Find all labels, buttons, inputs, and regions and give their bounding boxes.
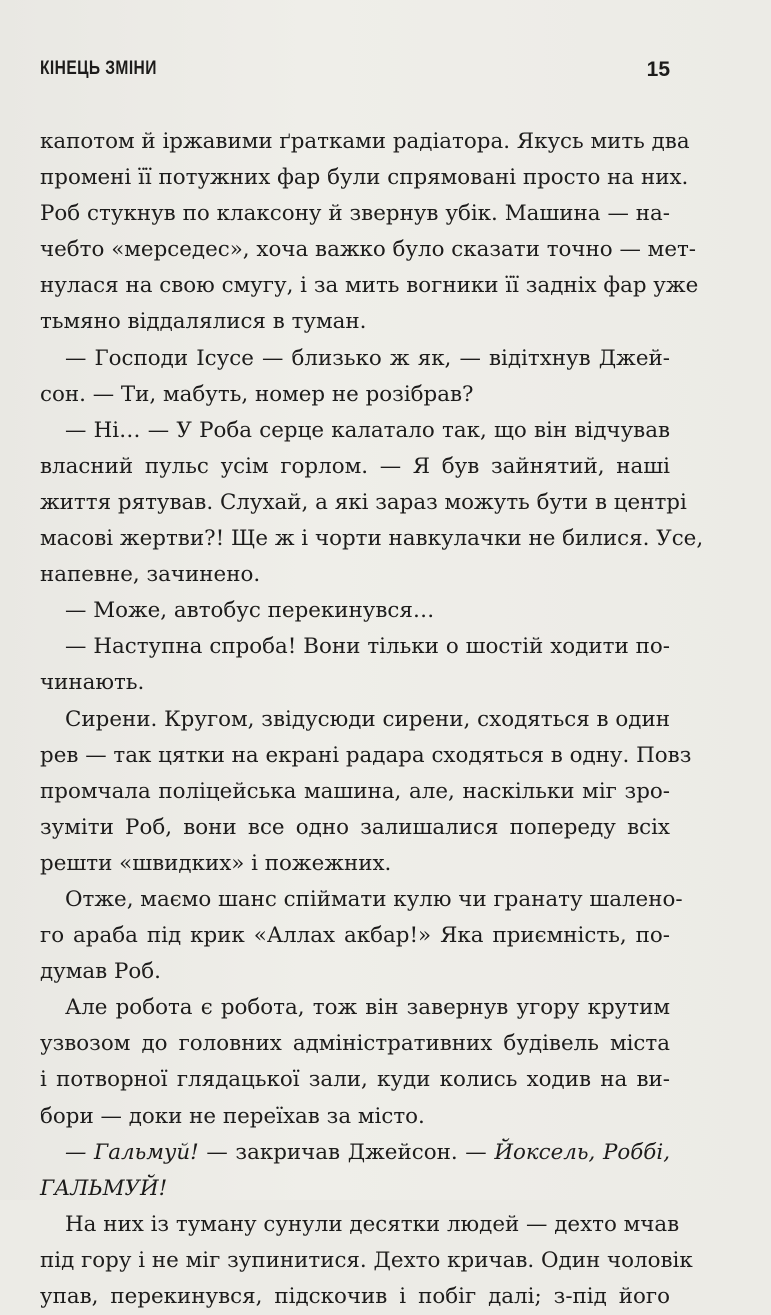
text-line: Отже, маємо шанс спіймати кулю чи гранату шалено- [65, 886, 683, 912]
text-line: під гору і не міг зупинитися. Дехто кричав. Один чоловік [40, 1247, 693, 1273]
text-line: чебто «мерседес», хоча важко було сказати точно — мет- [40, 237, 697, 263]
text-line: промчала поліцейська машина, але, наскільки міг зро- [40, 778, 670, 804]
dialogue-tag: — закричав Джейсон. — [198, 1139, 495, 1165]
text-line: зуміти Роб, вони все одно залишалися попереду всіх [40, 814, 670, 840]
italic-shout: Йоксель, Роббі, [494, 1139, 670, 1165]
text-line: Роб стукнув по клаксону й звернув убік. Машина — на- [40, 201, 670, 227]
text-line: і потворної глядацької зали, куди колись ходив на ви- [40, 1067, 670, 1093]
text-line: власний пульс усім горлом. — Я був зайнятий, наші [40, 453, 670, 479]
text-line: — Наступна спроба! Вони тільки о шостій ходити по- [65, 634, 670, 660]
text-line: бори — доки не переїхав за місто. [40, 1103, 425, 1129]
text-line: На них із туману сунули десятки людей — дехто мчав [65, 1211, 680, 1237]
text-line: тьмяно віддалялися в туман. [40, 309, 367, 335]
text-line: думав Роб. [40, 959, 161, 985]
text-line: го араба під крик «Аллах акбар!» Яка приємність, по- [40, 923, 670, 949]
page-number: 15 [646, 58, 670, 81]
text-line: масові жертви?! Ще ж і чорти навкулачки не билися. Усе, [40, 526, 704, 552]
italic-shout: — Гальмуй! [65, 1139, 199, 1165]
text-line: чинають. [40, 670, 145, 696]
text-line: упав, перекинувся, підскочив і побіг далі; з-під його [40, 1284, 670, 1309]
text-line: нулася на свою смугу, і за мить вогники її задніх фар уже [40, 273, 699, 299]
text-line: Сирени. Кругом, звідусюди сирени, сходяться в один [65, 706, 670, 732]
text-line: узвозом до головних адміністративних будівель міста [40, 1031, 670, 1057]
text-line: — Може, автобус перекинувся… [65, 598, 435, 624]
text-line: — Господи Ісусе — близько ж як, — відітхнув Джей- [65, 345, 670, 371]
text-line: ГАЛЬМУЙ! [40, 1175, 168, 1201]
text-line: капотом й іржавими ґратками радіатора. Якусь мить два [40, 129, 690, 154]
chapter-title: КІНЕЦЬ ЗМІНИ [40, 58, 157, 79]
text-line: рев — так цятки на екрані радара сходяться в одну. Повз [40, 742, 692, 768]
text-line: — Ні… — У Роба серце калатало так, що він відчував [65, 417, 670, 443]
body-text [40, 124, 704, 1315]
text-line: життя рятував. Слухай, а які зараз можуть бути в центрі [40, 489, 687, 515]
text-line: Але робота є робота, тож він завернув угору крутим [65, 995, 670, 1021]
text-line: сон. — Ти, мабуть, номер не розібрав? [40, 381, 474, 407]
running-head [40, 58, 670, 88]
text-line: напевне, зачинено. [40, 562, 261, 588]
text-line: решти «швидких» і пожежних. [40, 850, 392, 876]
text-line: промені її потужних фар були спрямовані просто на них. [40, 165, 689, 191]
text-line-mixed [40, 1135, 670, 1171]
